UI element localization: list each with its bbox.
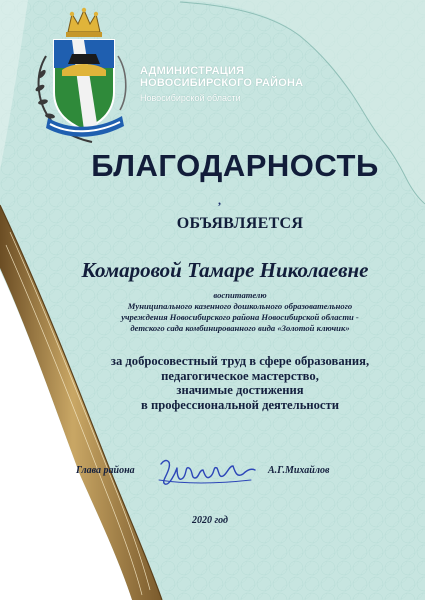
handwritten-signature [155,454,260,490]
position-line: детского сада комбинированного вида «Золотой ключик» [130,323,350,333]
certificate-subtitle: ОБЪЯВЛЯЕТСЯ [176,215,304,232]
signer-name: А.Г.Михайлов [268,465,330,476]
signature-block [0,460,425,500]
merit-line: педагогическое мастерство, [161,368,319,383]
ink-mark: , [218,193,221,207]
merit-text [70,354,410,412]
position-line: Муниципального казенного дошкольного образовательного [127,301,353,311]
certificate-year: 2020 год [191,515,229,526]
coat-of-arms-emblem [28,6,136,146]
recipient-name: Комаровой Тамаре Николаевне [81,258,369,282]
position-line: учреждения Новосибирского района Новосибирской области - [121,312,359,322]
position-line: воспитателю [213,290,267,300]
merit-line: за добросовестный труд в сфере образования, [110,354,370,368]
administration-title: АДМИНИСТРАЦИЯ [140,65,245,77]
merit-line: в профессиональной деятельности [141,397,339,412]
administration-region: Новосибирской области [140,93,241,103]
certificate-title: БЛАГОДАРНОСТЬ [91,148,379,183]
administration-district: НОВОСИБИРСКОГО РАЙОНА [140,77,304,89]
signer-role: Глава района [76,465,135,476]
administration-header [140,65,400,103]
recipient-position [70,290,410,334]
merit-line: значимые достижения [176,383,304,397]
